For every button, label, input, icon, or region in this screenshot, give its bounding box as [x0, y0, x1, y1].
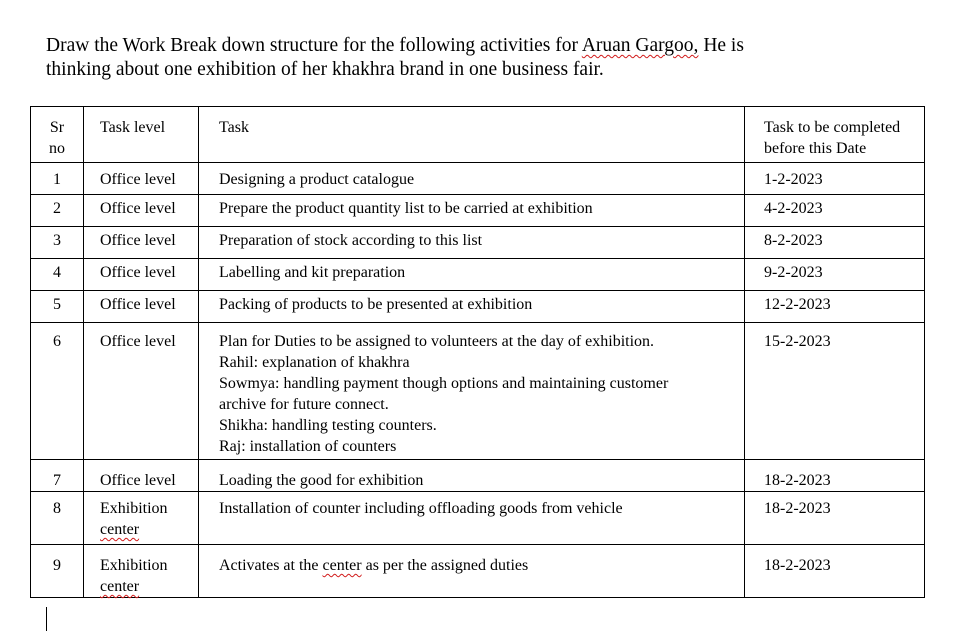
- cell-date: 18-2-2023: [745, 492, 925, 545]
- cell-sr: 2: [31, 195, 84, 227]
- table-row: [31, 323, 925, 460]
- cell-sr: 4: [31, 259, 84, 291]
- misspelled-word[interactable]: center: [100, 578, 140, 595]
- cell-sr: 1: [31, 163, 84, 195]
- cell-task: Labelling and kit preparation: [199, 259, 745, 291]
- cell-level: Office level: [84, 195, 199, 227]
- table-row: [31, 227, 925, 259]
- duty-plan-line: Plan for Duties to be assigned to volunteers at the day of exhibition.: [219, 333, 655, 350]
- header-task: Task: [199, 107, 745, 163]
- misspelled-name[interactable]: Aruan Gargoo,: [581, 35, 699, 56]
- duty-plan-line: Raj: installation of counters: [219, 438, 397, 455]
- cell-sr: 6: [31, 323, 84, 460]
- cell-task: Loading the good for exhibition: [199, 460, 745, 492]
- wbs-table: [30, 106, 925, 598]
- table-row: [31, 291, 925, 323]
- cell-date: 18-2-2023: [745, 545, 925, 598]
- cell-date: 18-2-2023: [745, 460, 925, 492]
- cell-level: Office level: [84, 163, 199, 195]
- cell-task: Preparation of stock according to this list: [199, 227, 745, 259]
- instructions-text: Draw the Work Break down structure for the following activities for: [46, 35, 582, 56]
- instructions-line-2: thinking about one exhibition of her khakhra brand in one business fair.: [46, 59, 604, 80]
- text-cursor[interactable]: [46, 607, 47, 631]
- cell-sr: 3: [31, 227, 84, 259]
- cell-sr: 9: [31, 545, 84, 598]
- duty-plan-line: Rahil: explanation of khakhra: [219, 354, 410, 371]
- cell-sr: 7: [31, 460, 84, 492]
- cell-task: [199, 323, 745, 460]
- table-row: [31, 545, 925, 598]
- cell-level: Office level: [84, 323, 199, 460]
- cell-level: Exhibition center: [84, 492, 199, 545]
- cell-level: Office level: [84, 259, 199, 291]
- cell-level: Exhibition center: [84, 545, 199, 598]
- table-row: [31, 195, 925, 227]
- cell-sr: 8: [31, 492, 84, 545]
- table-row: [31, 259, 925, 291]
- header-sr-no: Sr no: [31, 107, 84, 163]
- cell-date: 12-2-2023: [745, 291, 925, 323]
- table-row: [31, 460, 925, 492]
- cell-date: 4-2-2023: [745, 195, 925, 227]
- cell-level: Office level: [84, 291, 199, 323]
- table-row: [31, 163, 925, 195]
- instructions-text: He is: [698, 35, 744, 56]
- table-header-row: [31, 107, 925, 163]
- cell-date: 15-2-2023: [745, 323, 925, 460]
- header-task-level: Task level: [84, 107, 199, 163]
- instructions-paragraph: [46, 34, 866, 82]
- header-due-date: Task to be completed before this Date: [745, 107, 925, 163]
- cell-task: Activates at the center as per the assigned duties: [199, 545, 745, 598]
- misspelled-word[interactable]: center: [322, 557, 362, 574]
- cell-sr: 5: [31, 291, 84, 323]
- misspelled-word[interactable]: center: [100, 521, 140, 538]
- table-row: [31, 492, 925, 545]
- duty-plan-line: archive for future connect.: [219, 396, 389, 413]
- duty-plan-line: Sowmya: handling payment though options and maintaining customer: [219, 375, 669, 392]
- cell-date: 1-2-2023: [745, 163, 925, 195]
- duty-plan-line: Shikha: handling testing counters.: [219, 417, 437, 434]
- cell-task: Packing of products to be presented at exhibition: [199, 291, 745, 323]
- instructions-line-1: [46, 34, 866, 58]
- cell-date: 9-2-2023: [745, 259, 925, 291]
- cell-task: Prepare the product quantity list to be carried at exhibition: [199, 195, 745, 227]
- cell-task: Designing a product catalogue: [199, 163, 745, 195]
- cell-level: Office level: [84, 227, 199, 259]
- cell-level: Office level: [84, 460, 199, 492]
- cell-task: Installation of counter including offloading goods from vehicle: [199, 492, 745, 545]
- cell-date: 8-2-2023: [745, 227, 925, 259]
